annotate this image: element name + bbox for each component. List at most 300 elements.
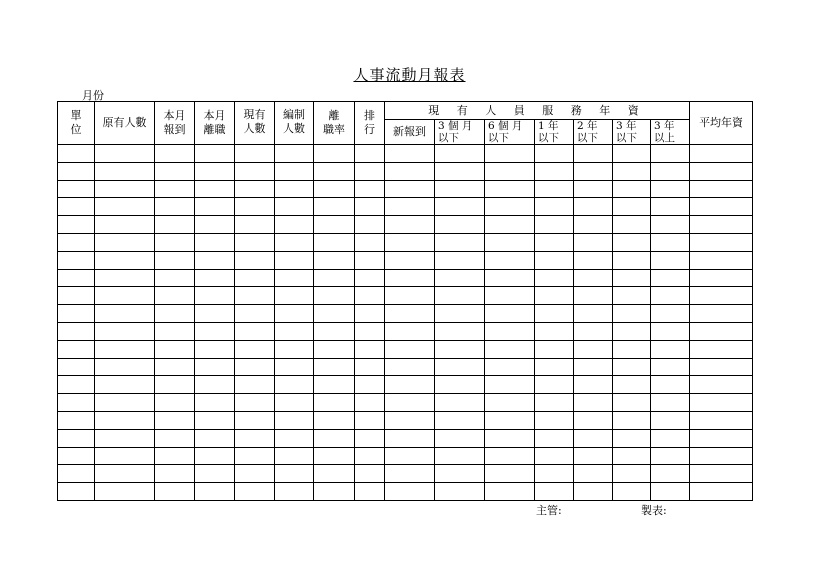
table-cell[interactable]	[651, 429, 690, 447]
table-cell[interactable]	[435, 162, 485, 180]
table-cell[interactable]	[535, 162, 574, 180]
table-cell[interactable]	[613, 287, 651, 305]
table-cell[interactable]	[355, 145, 385, 163]
table-cell[interactable]	[385, 322, 435, 340]
table-cell[interactable]	[485, 322, 535, 340]
table-cell[interactable]	[535, 429, 574, 447]
table-cell[interactable]	[314, 483, 355, 501]
table-cell[interactable]	[275, 447, 314, 465]
table-cell[interactable]	[613, 198, 651, 216]
table-cell[interactable]	[385, 216, 435, 234]
table-cell[interactable]	[385, 162, 435, 180]
table-cell[interactable]	[613, 483, 651, 501]
table-cell[interactable]	[195, 394, 235, 412]
table-cell[interactable]	[195, 340, 235, 358]
table-cell[interactable]	[690, 287, 753, 305]
table-cell[interactable]	[385, 358, 435, 376]
table-cell[interactable]	[235, 198, 275, 216]
table-cell[interactable]	[574, 305, 613, 323]
table-cell[interactable]	[355, 465, 385, 483]
table-cell[interactable]	[574, 269, 613, 287]
table-cell[interactable]	[355, 358, 385, 376]
table-cell[interactable]	[58, 162, 95, 180]
table-cell[interactable]	[485, 198, 535, 216]
table-cell[interactable]	[385, 305, 435, 323]
table-cell[interactable]	[690, 269, 753, 287]
table-cell[interactable]	[275, 180, 314, 198]
table-cell[interactable]	[574, 145, 613, 163]
table-cell[interactable]	[435, 376, 485, 394]
table-cell[interactable]	[314, 465, 355, 483]
table-cell[interactable]	[95, 411, 155, 429]
table-cell[interactable]	[95, 251, 155, 269]
table-cell[interactable]	[314, 447, 355, 465]
table-cell[interactable]	[155, 287, 195, 305]
table-cell[interactable]	[651, 198, 690, 216]
table-cell[interactable]	[155, 145, 195, 163]
table-cell[interactable]	[314, 358, 355, 376]
table-cell[interactable]	[155, 429, 195, 447]
table-cell[interactable]	[275, 394, 314, 412]
table-cell[interactable]	[485, 394, 535, 412]
table-cell[interactable]	[314, 394, 355, 412]
table-cell[interactable]	[535, 465, 574, 483]
table-cell[interactable]	[235, 322, 275, 340]
table-cell[interactable]	[690, 447, 753, 465]
table-cell[interactable]	[574, 465, 613, 483]
table-cell[interactable]	[314, 287, 355, 305]
table-cell[interactable]	[95, 180, 155, 198]
table-cell[interactable]	[435, 145, 485, 163]
table-cell[interactable]	[613, 358, 651, 376]
table-cell[interactable]	[435, 180, 485, 198]
table-cell[interactable]	[355, 305, 385, 323]
table-cell[interactable]	[435, 429, 485, 447]
table-cell[interactable]	[235, 447, 275, 465]
table-cell[interactable]	[235, 305, 275, 323]
table-cell[interactable]	[535, 340, 574, 358]
table-cell[interactable]	[574, 394, 613, 412]
table-cell[interactable]	[613, 465, 651, 483]
table-cell[interactable]	[58, 305, 95, 323]
table-cell[interactable]	[275, 287, 314, 305]
table-cell[interactable]	[435, 411, 485, 429]
table-cell[interactable]	[155, 465, 195, 483]
table-cell[interactable]	[574, 429, 613, 447]
table-cell[interactable]	[58, 287, 95, 305]
table-cell[interactable]	[435, 216, 485, 234]
table-cell[interactable]	[435, 340, 485, 358]
table-cell[interactable]	[314, 233, 355, 251]
table-cell[interactable]	[355, 447, 385, 465]
table-cell[interactable]	[314, 251, 355, 269]
table-cell[interactable]	[485, 465, 535, 483]
table-cell[interactable]	[314, 198, 355, 216]
table-cell[interactable]	[95, 287, 155, 305]
table-cell[interactable]	[613, 162, 651, 180]
table-cell[interactable]	[435, 269, 485, 287]
table-cell[interactable]	[574, 322, 613, 340]
table-cell[interactable]	[385, 465, 435, 483]
table-cell[interactable]	[485, 376, 535, 394]
table-cell[interactable]	[275, 358, 314, 376]
table-cell[interactable]	[235, 216, 275, 234]
table-cell[interactable]	[535, 216, 574, 234]
table-cell[interactable]	[235, 376, 275, 394]
table-cell[interactable]	[355, 269, 385, 287]
table-cell[interactable]	[155, 394, 195, 412]
table-cell[interactable]	[195, 411, 235, 429]
table-cell[interactable]	[235, 465, 275, 483]
table-cell[interactable]	[690, 483, 753, 501]
table-cell[interactable]	[235, 483, 275, 501]
table-cell[interactable]	[690, 251, 753, 269]
table-cell[interactable]	[58, 145, 95, 163]
table-cell[interactable]	[58, 447, 95, 465]
table-cell[interactable]	[155, 162, 195, 180]
table-cell[interactable]	[275, 145, 314, 163]
table-cell[interactable]	[574, 358, 613, 376]
table-cell[interactable]	[690, 465, 753, 483]
table-cell[interactable]	[485, 340, 535, 358]
table-cell[interactable]	[275, 429, 314, 447]
table-cell[interactable]	[95, 216, 155, 234]
table-cell[interactable]	[535, 376, 574, 394]
table-cell[interactable]	[485, 233, 535, 251]
table-cell[interactable]	[385, 447, 435, 465]
table-cell[interactable]	[275, 251, 314, 269]
table-cell[interactable]	[690, 216, 753, 234]
table-cell[interactable]	[613, 411, 651, 429]
table-cell[interactable]	[485, 180, 535, 198]
table-cell[interactable]	[485, 145, 535, 163]
table-cell[interactable]	[95, 322, 155, 340]
table-cell[interactable]	[651, 233, 690, 251]
table-cell[interactable]	[275, 198, 314, 216]
table-cell[interactable]	[613, 447, 651, 465]
table-cell[interactable]	[355, 429, 385, 447]
table-cell[interactable]	[235, 340, 275, 358]
table-cell[interactable]	[435, 287, 485, 305]
table-cell[interactable]	[155, 358, 195, 376]
table-cell[interactable]	[651, 394, 690, 412]
table-cell[interactable]	[58, 233, 95, 251]
table-cell[interactable]	[355, 180, 385, 198]
table-cell[interactable]	[355, 216, 385, 234]
table-cell[interactable]	[435, 358, 485, 376]
table-cell[interactable]	[58, 429, 95, 447]
table-cell[interactable]	[58, 180, 95, 198]
table-cell[interactable]	[613, 322, 651, 340]
table-cell[interactable]	[314, 269, 355, 287]
table-cell[interactable]	[235, 411, 275, 429]
table-cell[interactable]	[95, 198, 155, 216]
table-cell[interactable]	[690, 198, 753, 216]
table-cell[interactable]	[435, 483, 485, 501]
table-cell[interactable]	[195, 465, 235, 483]
table-cell[interactable]	[235, 358, 275, 376]
table-cell[interactable]	[355, 162, 385, 180]
table-cell[interactable]	[195, 483, 235, 501]
table-cell[interactable]	[574, 287, 613, 305]
table-cell[interactable]	[195, 322, 235, 340]
table-cell[interactable]	[690, 322, 753, 340]
table-cell[interactable]	[535, 411, 574, 429]
table-cell[interactable]	[58, 465, 95, 483]
table-cell[interactable]	[651, 322, 690, 340]
table-cell[interactable]	[275, 269, 314, 287]
table-cell[interactable]	[535, 483, 574, 501]
table-cell[interactable]	[95, 269, 155, 287]
table-cell[interactable]	[58, 358, 95, 376]
table-cell[interactable]	[613, 145, 651, 163]
table-cell[interactable]	[195, 233, 235, 251]
table-cell[interactable]	[155, 305, 195, 323]
table-cell[interactable]	[651, 340, 690, 358]
table-cell[interactable]	[58, 411, 95, 429]
table-cell[interactable]	[355, 376, 385, 394]
table-cell[interactable]	[535, 180, 574, 198]
table-cell[interactable]	[355, 251, 385, 269]
table-cell[interactable]	[155, 198, 195, 216]
table-cell[interactable]	[275, 340, 314, 358]
table-cell[interactable]	[574, 233, 613, 251]
table-cell[interactable]	[385, 394, 435, 412]
table-cell[interactable]	[651, 483, 690, 501]
table-cell[interactable]	[690, 233, 753, 251]
table-cell[interactable]	[385, 287, 435, 305]
table-cell[interactable]	[95, 162, 155, 180]
table-cell[interactable]	[690, 411, 753, 429]
table-cell[interactable]	[275, 411, 314, 429]
table-cell[interactable]	[613, 216, 651, 234]
table-cell[interactable]	[690, 429, 753, 447]
table-cell[interactable]	[195, 198, 235, 216]
table-cell[interactable]	[485, 162, 535, 180]
table-cell[interactable]	[574, 251, 613, 269]
table-cell[interactable]	[195, 376, 235, 394]
table-cell[interactable]	[574, 411, 613, 429]
table-cell[interactable]	[613, 269, 651, 287]
table-cell[interactable]	[275, 483, 314, 501]
table-cell[interactable]	[535, 305, 574, 323]
table-cell[interactable]	[385, 429, 435, 447]
table-cell[interactable]	[535, 394, 574, 412]
table-cell[interactable]	[385, 483, 435, 501]
table-cell[interactable]	[574, 198, 613, 216]
table-cell[interactable]	[485, 483, 535, 501]
table-cell[interactable]	[613, 429, 651, 447]
table-cell[interactable]	[613, 376, 651, 394]
table-cell[interactable]	[235, 287, 275, 305]
table-cell[interactable]	[275, 322, 314, 340]
table-cell[interactable]	[613, 305, 651, 323]
table-cell[interactable]	[690, 376, 753, 394]
table-cell[interactable]	[235, 251, 275, 269]
table-cell[interactable]	[485, 251, 535, 269]
table-cell[interactable]	[613, 233, 651, 251]
table-cell[interactable]	[235, 233, 275, 251]
table-cell[interactable]	[485, 411, 535, 429]
table-cell[interactable]	[95, 483, 155, 501]
table-cell[interactable]	[485, 429, 535, 447]
table-cell[interactable]	[155, 447, 195, 465]
table-cell[interactable]	[613, 340, 651, 358]
table-cell[interactable]	[95, 145, 155, 163]
table-cell[interactable]	[155, 340, 195, 358]
table-cell[interactable]	[485, 216, 535, 234]
table-cell[interactable]	[690, 358, 753, 376]
table-cell[interactable]	[195, 358, 235, 376]
table-cell[interactable]	[651, 376, 690, 394]
table-cell[interactable]	[275, 376, 314, 394]
table-cell[interactable]	[535, 287, 574, 305]
table-cell[interactable]	[155, 251, 195, 269]
table-cell[interactable]	[155, 269, 195, 287]
table-cell[interactable]	[574, 447, 613, 465]
table-cell[interactable]	[651, 411, 690, 429]
table-cell[interactable]	[651, 269, 690, 287]
table-cell[interactable]	[435, 198, 485, 216]
table-cell[interactable]	[690, 340, 753, 358]
table-cell[interactable]	[95, 340, 155, 358]
table-cell[interactable]	[155, 411, 195, 429]
table-cell[interactable]	[155, 216, 195, 234]
table-cell[interactable]	[275, 216, 314, 234]
table-cell[interactable]	[435, 322, 485, 340]
table-cell[interactable]	[485, 287, 535, 305]
table-cell[interactable]	[95, 376, 155, 394]
table-cell[interactable]	[58, 376, 95, 394]
table-cell[interactable]	[574, 162, 613, 180]
table-cell[interactable]	[651, 358, 690, 376]
table-cell[interactable]	[535, 145, 574, 163]
table-cell[interactable]	[355, 411, 385, 429]
table-cell[interactable]	[58, 322, 95, 340]
table-cell[interactable]	[95, 305, 155, 323]
table-cell[interactable]	[355, 340, 385, 358]
table-cell[interactable]	[275, 162, 314, 180]
table-cell[interactable]	[690, 145, 753, 163]
table-cell[interactable]	[314, 429, 355, 447]
table-cell[interactable]	[651, 251, 690, 269]
table-cell[interactable]	[485, 305, 535, 323]
table-cell[interactable]	[275, 233, 314, 251]
table-cell[interactable]	[195, 180, 235, 198]
table-cell[interactable]	[535, 251, 574, 269]
table-cell[interactable]	[651, 447, 690, 465]
table-cell[interactable]	[574, 483, 613, 501]
table-cell[interactable]	[385, 145, 435, 163]
table-cell[interactable]	[155, 180, 195, 198]
table-cell[interactable]	[690, 305, 753, 323]
table-cell[interactable]	[651, 305, 690, 323]
table-cell[interactable]	[314, 340, 355, 358]
table-cell[interactable]	[435, 465, 485, 483]
table-cell[interactable]	[574, 216, 613, 234]
table-cell[interactable]	[155, 483, 195, 501]
table-cell[interactable]	[58, 251, 95, 269]
table-cell[interactable]	[485, 358, 535, 376]
table-cell[interactable]	[385, 340, 435, 358]
table-cell[interactable]	[355, 287, 385, 305]
table-cell[interactable]	[95, 465, 155, 483]
table-cell[interactable]	[355, 233, 385, 251]
table-cell[interactable]	[314, 162, 355, 180]
table-cell[interactable]	[235, 145, 275, 163]
table-cell[interactable]	[355, 198, 385, 216]
table-cell[interactable]	[235, 162, 275, 180]
table-cell[interactable]	[535, 233, 574, 251]
table-cell[interactable]	[385, 233, 435, 251]
table-cell[interactable]	[195, 269, 235, 287]
table-cell[interactable]	[155, 376, 195, 394]
table-cell[interactable]	[651, 145, 690, 163]
table-cell[interactable]	[651, 465, 690, 483]
table-cell[interactable]	[95, 447, 155, 465]
table-cell[interactable]	[435, 394, 485, 412]
table-cell[interactable]	[690, 180, 753, 198]
table-cell[interactable]	[385, 251, 435, 269]
table-cell[interactable]	[574, 376, 613, 394]
table-cell[interactable]	[314, 411, 355, 429]
table-cell[interactable]	[651, 216, 690, 234]
table-cell[interactable]	[690, 162, 753, 180]
table-cell[interactable]	[574, 180, 613, 198]
table-cell[interactable]	[314, 180, 355, 198]
table-cell[interactable]	[385, 180, 435, 198]
table-cell[interactable]	[275, 465, 314, 483]
table-cell[interactable]	[155, 322, 195, 340]
table-cell[interactable]	[95, 429, 155, 447]
table-cell[interactable]	[235, 429, 275, 447]
table-cell[interactable]	[435, 305, 485, 323]
table-cell[interactable]	[95, 358, 155, 376]
table-cell[interactable]	[485, 269, 535, 287]
table-cell[interactable]	[385, 269, 435, 287]
table-cell[interactable]	[95, 394, 155, 412]
table-cell[interactable]	[355, 394, 385, 412]
table-cell[interactable]	[195, 216, 235, 234]
table-cell[interactable]	[535, 269, 574, 287]
table-cell[interactable]	[314, 322, 355, 340]
table-cell[interactable]	[535, 322, 574, 340]
table-cell[interactable]	[195, 287, 235, 305]
table-cell[interactable]	[651, 287, 690, 305]
table-cell[interactable]	[574, 340, 613, 358]
table-cell[interactable]	[155, 233, 195, 251]
table-cell[interactable]	[58, 394, 95, 412]
table-cell[interactable]	[355, 483, 385, 501]
table-cell[interactable]	[355, 322, 385, 340]
table-cell[interactable]	[195, 251, 235, 269]
table-cell[interactable]	[195, 305, 235, 323]
table-cell[interactable]	[385, 198, 435, 216]
table-cell[interactable]	[690, 394, 753, 412]
table-cell[interactable]	[195, 145, 235, 163]
table-cell[interactable]	[235, 269, 275, 287]
table-cell[interactable]	[613, 394, 651, 412]
table-cell[interactable]	[58, 269, 95, 287]
table-cell[interactable]	[314, 376, 355, 394]
table-cell[interactable]	[535, 198, 574, 216]
table-cell[interactable]	[613, 251, 651, 269]
table-cell[interactable]	[435, 233, 485, 251]
table-cell[interactable]	[435, 251, 485, 269]
table-cell[interactable]	[58, 198, 95, 216]
table-cell[interactable]	[535, 358, 574, 376]
table-cell[interactable]	[314, 305, 355, 323]
